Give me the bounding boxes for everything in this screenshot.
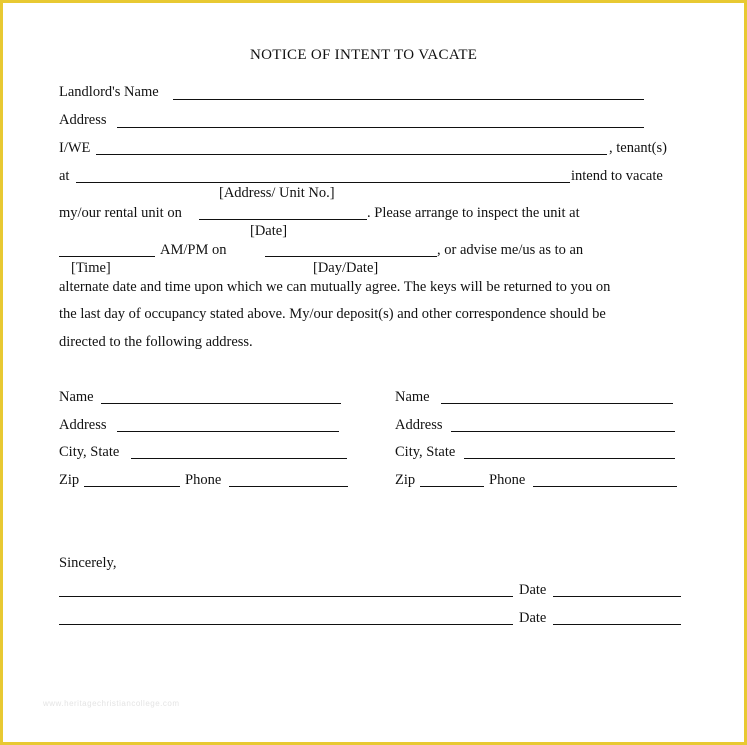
left-phone-line[interactable] — [229, 486, 348, 487]
time-caption: [Time] — [71, 260, 111, 276]
left-city-state-line[interactable] — [131, 458, 347, 459]
right-zip-label: Zip — [395, 472, 416, 488]
left-zip-line[interactable] — [84, 486, 180, 487]
tenant-names-label: I/WE — [59, 140, 91, 156]
landlord-address-line[interactable] — [117, 127, 644, 128]
right-address-label: Address — [395, 417, 443, 433]
signature-line-2[interactable] — [59, 624, 513, 625]
left-address-line[interactable] — [117, 431, 339, 432]
signature-date-label-2: Date — [519, 610, 547, 626]
landlord-address-label: Address — [59, 112, 107, 128]
at-label: at — [59, 168, 70, 184]
landlord-name-label: Landlord's Name — [59, 84, 159, 100]
left-name-label: Name — [59, 389, 94, 405]
left-phone-label: Phone — [185, 472, 222, 488]
left-city-state-label: City, State — [59, 444, 120, 460]
inspect-text: . Please arrange to inspect the unit at — [367, 205, 580, 221]
right-city-state-label: City, State — [395, 444, 456, 460]
form-title: NOTICE OF INTENT TO VACATE — [250, 47, 478, 63]
inspect-time-line[interactable] — [59, 256, 155, 257]
paragraph-line-3: directed to the following address. — [59, 334, 253, 350]
ampm-label: AM/PM on — [160, 242, 227, 258]
inspect-day-date-line[interactable] — [265, 256, 437, 257]
signature-date-label-1: Date — [519, 582, 547, 598]
signature-line-1[interactable] — [59, 596, 513, 597]
paragraph-line-2: the last day of occupancy stated above. My/our deposit(s) and other correspondence should be — [59, 306, 606, 322]
rental-address-line[interactable] — [76, 182, 570, 183]
address-unit-caption: [Address/ Unit No.] — [219, 185, 335, 201]
paragraph-line-1: alternate date and time upon which we can mutually agree. The keys will be returned to you on — [59, 279, 611, 295]
right-address-line[interactable] — [451, 431, 675, 432]
date-caption: [Date] — [250, 223, 288, 239]
left-zip-label: Zip — [59, 472, 80, 488]
sincerely-text: Sincerely, — [59, 555, 117, 571]
day-date-caption: [Day/Date] — [313, 260, 379, 276]
signature-date-line-1[interactable] — [553, 596, 681, 597]
advise-text: , or advise me/us as to an — [437, 242, 584, 258]
left-address-label: Address — [59, 417, 107, 433]
watermark-text: www.heritagechristiancollege.com — [43, 699, 180, 708]
vacate-date-line[interactable] — [199, 219, 367, 220]
signature-date-line-2[interactable] — [553, 624, 681, 625]
intend-to-vacate-text: intend to vacate — [571, 168, 663, 184]
tenants-suffix: , tenant(s) — [609, 140, 667, 156]
left-name-line[interactable] — [101, 403, 341, 404]
right-name-line[interactable] — [441, 403, 673, 404]
right-phone-line[interactable] — [533, 486, 677, 487]
right-city-state-line[interactable] — [464, 458, 675, 459]
tenant-names-line[interactable] — [96, 154, 607, 155]
landlord-name-line[interactable] — [173, 99, 644, 100]
right-phone-label: Phone — [489, 472, 526, 488]
rental-unit-label: my/our rental unit on — [59, 205, 182, 221]
right-zip-line[interactable] — [420, 486, 484, 487]
right-name-label: Name — [395, 389, 430, 405]
